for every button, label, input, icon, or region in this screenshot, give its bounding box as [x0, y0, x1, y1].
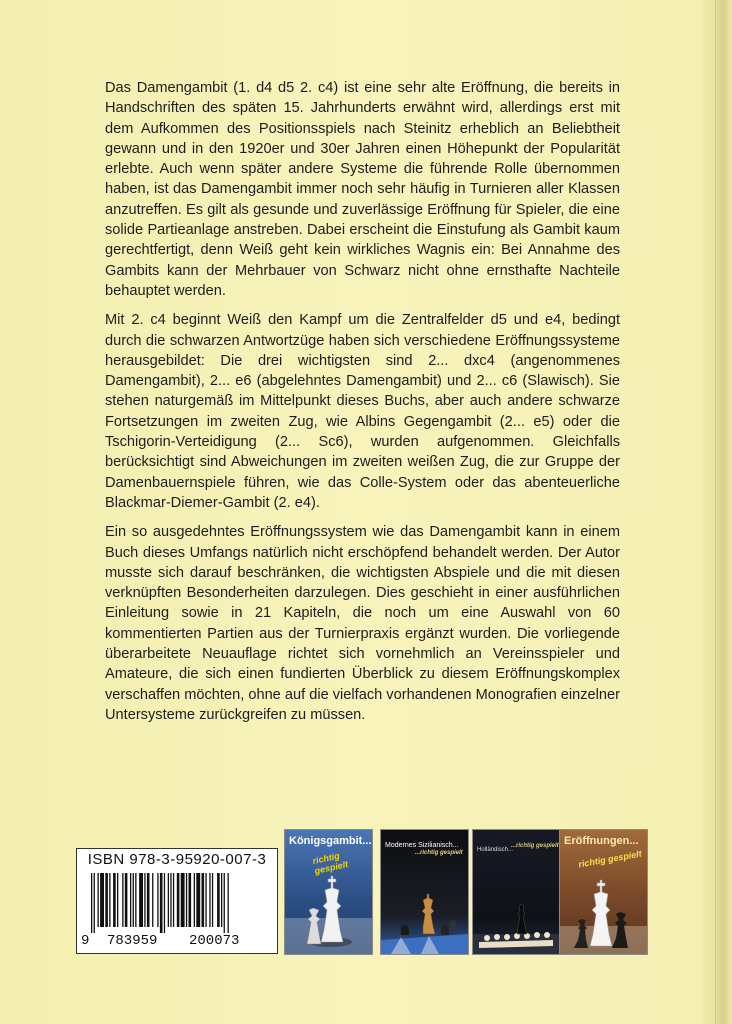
barcode-bar [221, 873, 222, 927]
ean-right-group: 200073 [189, 933, 240, 949]
book-subtitle: ...richtig gespielt [415, 850, 463, 856]
barcode-bar [109, 873, 110, 927]
barcode-bar [125, 873, 128, 927]
barcode-bar [135, 873, 136, 927]
ean-first-digit: 9 [81, 933, 90, 949]
barcode-bar [152, 873, 153, 927]
barcode-bar [133, 873, 134, 927]
barcode-bar [94, 873, 95, 933]
barcode-bars [83, 871, 271, 933]
barcode-bar [170, 873, 171, 927]
book-subtitle: richtig gespielt [577, 848, 643, 870]
book-publisher-line [381, 947, 468, 952]
barcode-bar [228, 873, 229, 933]
barcode-bar [209, 873, 210, 927]
barcode-bar [189, 873, 192, 927]
barcode-bar [181, 873, 185, 927]
book-publisher-line [560, 947, 647, 952]
blurb-paragraph-3: Ein so ausgedehntes Eröffnungssystem wie das Damengambit kann in einem Buch dieses Umfangs natürlich nicht erschöpfend behandelt werden. Der Autor musste sich darauf beschränken, die wichtigsten Abspiele und die mit diesen verknüpften Besonderheiten darzulegen. Dies geschieht in einer ausführlichen Einleitung sowie in 21 Kapiteln, die noch um eine Auswahl von 60 kommentierten Partien aus der Turnierpraxis ergänzt wurden. Die vorliegende überarbeitete Neuauflage richtet sich vornehmlich an Vereinsspieler und Amateure, die sich einen fundierten Überblick zu diesem Eröffnungskomplex verschaffen möchten, ohne auf die vielfach vorhandenen Monografien einzelner Untersysteme zurückgreifen zu müssen. [105, 524, 620, 723]
book-title: Holländisch... [477, 847, 514, 853]
book-spine-edge [702, 0, 732, 1024]
barcode-bar [130, 873, 131, 927]
barcode-bar [139, 873, 143, 927]
barcode-bar [224, 873, 225, 933]
related-book-hollaendisch [472, 829, 561, 955]
barcode-bar [160, 873, 163, 933]
barcode-bar [91, 873, 92, 933]
barcode-bar [117, 873, 118, 927]
blurb-paragraph-2: Mit 2. c4 beginnt Weiß den Kampf um die Zentralfelder d5 und e4, bedingt durch die schwarzen Antwortzüge haben sich verschiedene Eröffnungssysteme herausgebildet: Die drei wichtigsten sind 2... dxc4 (angenommenes Damengambit), 2... e6 (abgelehntes Damengambit) und 2... c6 (Slawisch). Sie stehen naturgemäß im Mittelpunkt dieses Buchs, aber auch andere schwarze Fortsetzungen im zweiten Zug, wie Albins Gegengambit (2... e5) oder die Tschigorin-Verteidigung (2... Sc6), wurden aufgenommen. Gleichfalls berücksichtigt sind Abweichungen im zweiten weißen Zug, die zur Gruppe der Damenbauernspiele führen, wie das Colle-System oder das abenteuerliche Blackmar-Diemer-Gambit (2. e4). [105, 312, 620, 511]
barcode-bar [122, 873, 123, 927]
barcode-bar [168, 873, 169, 927]
related-book-modernes-sizilianisch [380, 829, 469, 955]
barcode-bar [196, 873, 200, 927]
barcode-bar [100, 873, 104, 927]
barcode-bar [113, 873, 116, 927]
blurb-text [105, 78, 620, 734]
book-publisher-line [285, 947, 372, 952]
blurb-paragraph-1: Das Damengambit (1. d4 d5 2. c4) ist eine sehr alte Eröffnung, die bereits in Handschriften des späten 15. Jahrhunderts erwähnt wird, allerdings erst mit dem Aufkommen des Positionsspiels nach Steinitz erheblich an Beliebtheit gewann und in den 1920er und 30er Jahren einen Höhepunkt der Popularität erlebte. Auch wenn später andere Systeme die führende Rolle übernommen haben, ist das Damengambit immer noch sehr häufig in Turnieren aller Klassen anzutreffen. Es gilt als gesunde und zuverlässige Eröffnung für Spieler, die eine solide Partieanlage anstreben. Dabei erscheint die Einstufung als Gambit kaum gerechtfertigt, denn Weiß geht kein wirkliches Wagnis ein: Bei Annahme des Gambits kann der Mehrbauer von Schwarz nicht ohne ernsthafte Nachteile behauptet werden. [105, 80, 620, 299]
barcode-bar [164, 873, 165, 933]
barcode-bar [147, 873, 150, 927]
isbn-barcode-box [76, 848, 278, 954]
ean-left-group: 783959 [107, 933, 158, 949]
barcode-bar [105, 873, 108, 927]
barcode-bar [98, 873, 99, 927]
barcode-bar [144, 873, 145, 927]
book-subtitle: ...richtig gespielt [511, 843, 559, 849]
spine-fold-line [715, 0, 716, 1024]
barcode-bar [157, 873, 158, 927]
barcode-bar [173, 873, 174, 927]
barcode-bar [186, 873, 187, 927]
barcode-bar [205, 873, 206, 927]
isbn-label: ISBN 978-3-95920-007-3 [87, 851, 267, 868]
barcode-bar [177, 873, 180, 927]
barcode-bar [194, 873, 195, 927]
book-title: Modernes Sizilianisch... [385, 842, 459, 849]
book-title: Königsgambit... [289, 835, 372, 847]
ean-digits [77, 931, 277, 951]
book-subtitle: richtig gespielt [311, 850, 349, 876]
barcode-bar [217, 873, 220, 927]
book-publisher-line [473, 947, 560, 952]
related-book-eroeffnungen [559, 829, 648, 955]
barcode-bar [202, 873, 205, 927]
book-title: Eröffnungen... [564, 835, 639, 847]
related-book-koenigsgambit [284, 829, 373, 955]
barcode-bar [212, 873, 213, 927]
